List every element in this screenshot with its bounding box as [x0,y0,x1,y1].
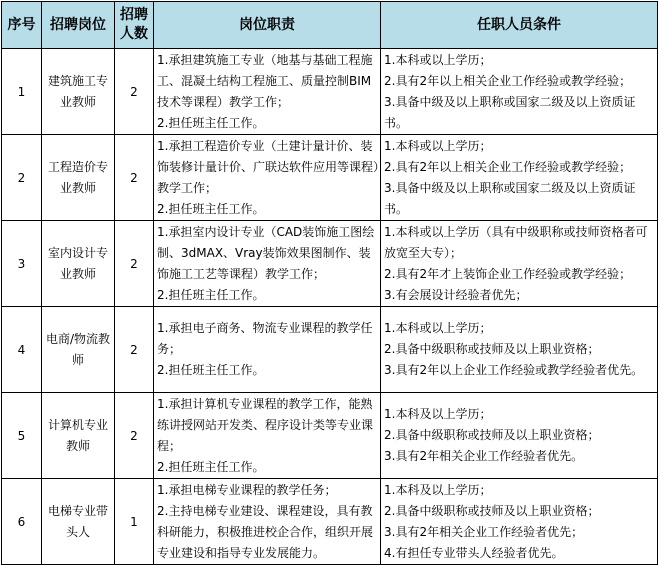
row-reqs [381,49,658,135]
row-count: 1 [115,479,154,565]
row-seq: 4 [2,307,42,393]
row-post: 电商/物流教师 [42,307,115,393]
duty-line: 2.担任班主任工作。 [157,363,265,377]
row-seq: 6 [2,479,42,565]
req-line: 3.具有2年相关企业工作经验者优先； [384,524,584,539]
row-seq: 1 [2,49,42,135]
row-post: 工程造价专业教师 [42,135,115,221]
table-row [2,479,658,565]
row-seq: 5 [2,393,42,479]
req-line: 1.本科或以上学历； [384,138,492,153]
table-row [2,221,658,307]
duty-line: 2.担任班主任工作。 [157,459,265,474]
req-line: 2.具有2年以上相关企业工作经验或教学经验； [384,159,632,174]
req-line: 2.具备中级职称或技师及以上职业资格； [384,428,600,442]
row-duties [154,135,381,221]
row-post: 电梯专业带头人 [42,479,115,565]
req-line: 4.有担任专业带头人经验者优先。 [384,545,564,560]
header-post: 招聘岗位 [42,2,115,49]
duty-line: 1.承担计算机专业课程的教学工作，能熟练讲授网站开发类、程序设计类等专业课程； [157,396,374,453]
row-reqs [381,479,658,565]
req-line: 2.具备中级职称或技师及以上职业资格； [384,503,600,518]
row-post: 建筑施工专业教师 [42,49,115,135]
header-seq: 序号 [2,2,42,49]
table-row [2,135,658,221]
row-duties [154,49,381,135]
header-duties: 岗位职责 [154,2,381,49]
row-count: 2 [115,307,154,393]
row-count: 2 [115,49,154,135]
req-line: 1.本科或以上学历（具有中级职称或技师资格者可放宽至大专）； [384,224,648,260]
req-line: 3.具备中级及以上职称或国家二级及以上资质证书。 [384,94,636,130]
req-line: 3.具有2年以上企业工作经验或教学经验者优先。 [384,363,644,377]
req-line: 2.具有2年以上相关企业工作经验或教学经验； [384,73,632,88]
table-row [2,307,658,393]
req-line: 1.本科及以上学历； [384,407,492,421]
duty-line: 2.担任班主任工作。 [157,287,265,302]
row-reqs [381,135,658,221]
req-line: 2.具有2年才上装饰企业工作经验或教学经验； [384,266,632,281]
duty-line: 2.担任班主任工作。 [157,115,265,130]
req-line: 1.本科及以上学历； [384,482,492,497]
table-row [2,49,658,135]
row-seq: 2 [2,135,42,221]
header-count: 招聘人数 [115,2,154,49]
row-reqs [381,393,658,479]
row-duties [154,479,381,565]
duty-line: 1.承担工程造价专业（土建计量计价、装饰装修计量计价、广联达软件应用等课程）教学工作； [157,138,380,195]
recruitment-table [1,1,658,565]
req-line: 3.具备中级及以上职称或国家二级及以上资质证书。 [384,180,636,216]
row-count: 2 [115,221,154,307]
req-line: 2.具备中级职称或技师及以上职业资格； [384,342,600,356]
req-line: 3.有会展设计经验者优先； [384,287,528,302]
row-reqs [381,307,658,393]
req-line: 1.本科或以上学历； [384,52,492,67]
row-post: 计算机专业教师 [42,393,115,479]
row-duties [154,307,381,393]
req-line: 3.具有2年相关企业工作经验者优先。 [384,449,584,463]
duty-line: 2.担任班主任工作。 [157,201,265,216]
row-count: 2 [115,393,154,479]
duty-line: 2.主持电梯专业建设、课程建设，具有教科研能力，积极推进校企合作，组织开展专业建设和指导专业发展能力。 [157,503,374,560]
row-count: 2 [115,135,154,221]
duty-line: 1.承担建筑施工专业（地基与基础工程施工、混凝土结构工程施工、质量控制BIM技术等课程）教学工作； [157,52,373,109]
header-row [2,2,658,49]
row-duties [154,393,381,479]
row-post: 室内设计专业教师 [42,221,115,307]
duty-line: 1.承担电子商务、物流专业课程的教学任务； [157,321,373,356]
row-seq: 3 [2,221,42,307]
row-duties [154,221,381,307]
duty-line: 1.承担室内设计专业（CAD装饰施工图绘制、3dMAX、Vray装饰效果图制作、装饰施工工艺等课程）教学工作； [157,224,375,281]
req-line: 1.本科或以上学历； [384,321,492,335]
header-reqs: 任职人员条件 [381,2,658,49]
duty-line: 1.承担电梯专业课程的教学任务； [157,482,337,497]
table-row [2,393,658,479]
row-reqs [381,221,658,307]
